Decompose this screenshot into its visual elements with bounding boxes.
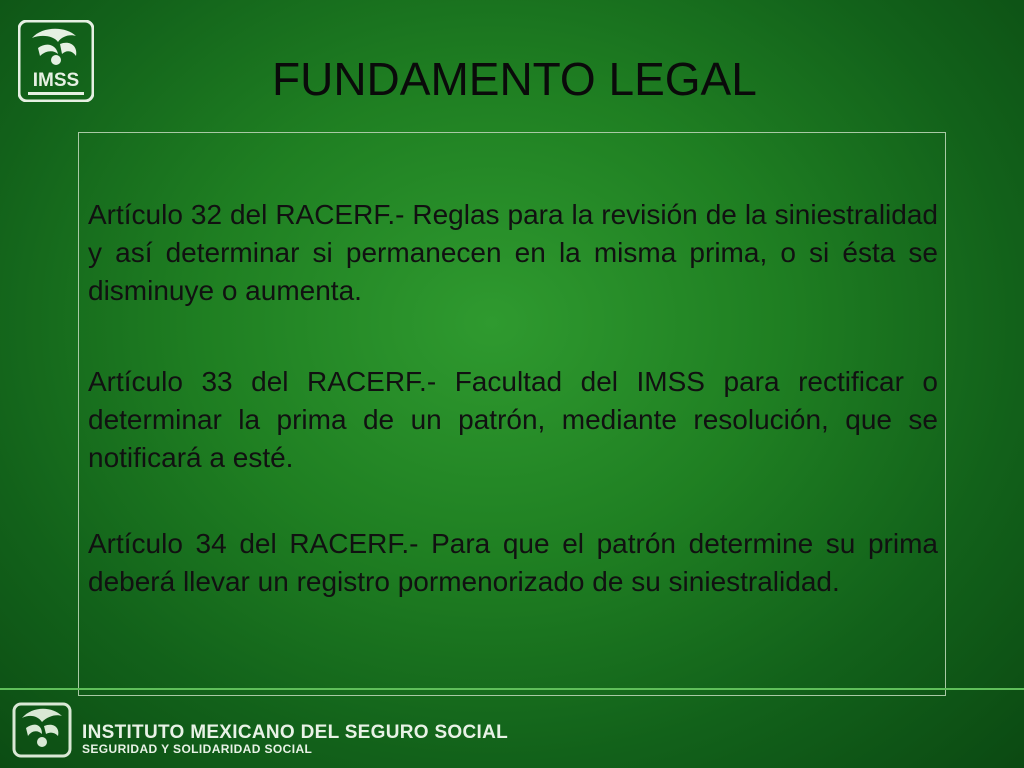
imss-logo-icon: [18, 20, 94, 102]
article-32-paragraph: Artículo 32 del RACERF.- Reglas para la revisión de la siniestralidad y así determinar si permanecen en la misma prima, o si ésta se disminuye o aumenta.: [88, 199, 938, 306]
footer-divider: [0, 688, 1024, 690]
institution-motto: SEGURIDAD Y SOLIDARIDAD SOCIAL: [82, 742, 313, 756]
article-34-paragraph: Artículo 34 del RACERF.- Para que el patrón determine su prima deberá llevar un registro pormenorizado de su siniestralidad.: [88, 528, 938, 597]
article-33-paragraph: Artículo 33 del RACERF.- Facultad del IMSS para rectificar o determinar la prima de un patrón, mediante resolución, que se notificará a esté.: [88, 366, 938, 473]
imss-eagle-icon: [12, 702, 72, 758]
institution-name: INSTITUTO MEXICANO DEL SEGURO SOCIAL: [82, 722, 509, 743]
page-title: FUNDAMENTO LEGAL: [272, 53, 757, 105]
svg-text:IMSS: IMSS: [32, 70, 80, 91]
